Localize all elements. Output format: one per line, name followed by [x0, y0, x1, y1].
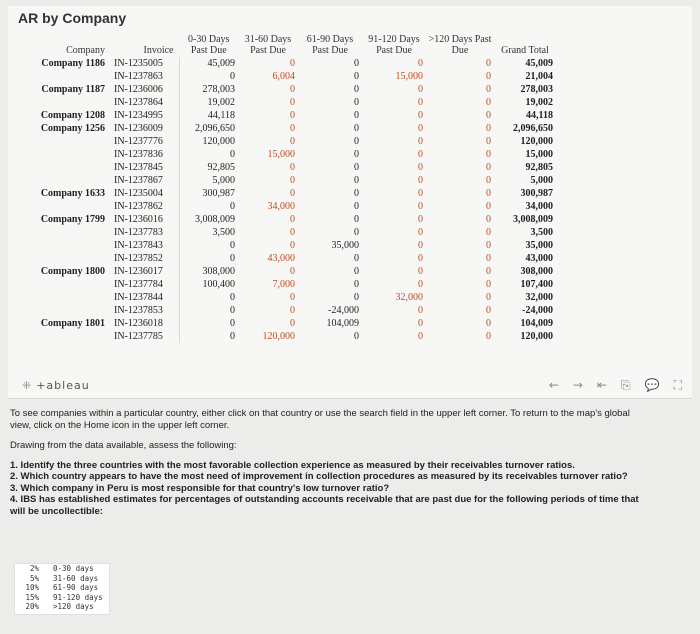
table-row[interactable] [16, 57, 556, 70]
table-row[interactable] [16, 174, 556, 187]
header-company: Company [66, 45, 105, 56]
amount-31-60-cell: 0 [290, 84, 295, 95]
amount-31-60-cell: 0 [290, 97, 295, 108]
amount-91-120-cell: 0 [418, 240, 423, 251]
company-cell: Company 1799 [40, 214, 105, 225]
invoice-cell: IN-1237845 [114, 162, 163, 173]
amount-61-90-cell: 0 [354, 97, 359, 108]
amount-91-120-cell: 15,000 [395, 71, 423, 82]
amount-61-90-cell: 0 [354, 162, 359, 173]
amount-91-120-cell: 0 [418, 136, 423, 147]
viz-title: AR by Company [18, 10, 127, 26]
amount-0-30-cell: 19,002 [180, 96, 239, 109]
company-cell: Company 1187 [41, 84, 105, 95]
amount-61-90-cell: 0 [354, 331, 359, 342]
estimate-percent: 10% [25, 583, 39, 592]
amount-over-120-cell: 0 [486, 214, 491, 225]
table-row[interactable] [16, 122, 556, 135]
company-cell [16, 291, 111, 304]
header-91-120: 91-120 Days Past Due [368, 34, 420, 56]
amount-31-60-cell: 0 [290, 123, 295, 134]
amount-61-90-cell: 0 [354, 201, 359, 212]
estimate-row [15, 584, 109, 593]
ar-table-body [16, 57, 556, 343]
amount-over-120-cell: 0 [486, 97, 491, 108]
question-4: 4. IBS has established estimates for percentages of outstanding accounts receivable that are past due for the following periods of time that will be uncollectible: [10, 494, 639, 517]
grand-total-cell: 92,805 [525, 162, 553, 173]
amount-over-120-cell: 0 [486, 227, 491, 238]
invoice-cell: IN-1237776 [114, 136, 163, 147]
amount-91-120-cell: 0 [418, 123, 423, 134]
table-row[interactable] [16, 226, 556, 239]
table-row[interactable] [16, 213, 556, 226]
grand-total-cell: 3,500 [530, 227, 553, 238]
grand-total-cell: 120,000 [520, 136, 553, 147]
table-row[interactable] [16, 239, 556, 252]
grand-total-cell: 19,002 [525, 97, 553, 108]
company-cell [16, 200, 111, 213]
amount-over-120-cell: 0 [486, 175, 491, 186]
amount-31-60-cell: 6,004 [272, 71, 295, 82]
amount-over-120-cell: 0 [486, 279, 491, 290]
amount-over-120-cell: 0 [486, 266, 491, 277]
amount-0-30-cell: 278,003 [180, 83, 239, 96]
company-cell: Company 1208 [40, 110, 105, 121]
amount-91-120-cell: 0 [418, 162, 423, 173]
company-cell: Company 1256 [40, 123, 105, 134]
revert-icon[interactable]: ⇤ [596, 378, 608, 392]
company-cell [16, 70, 111, 83]
amount-0-30-cell: 308,000 [180, 265, 239, 278]
amount-61-90-cell: 0 [354, 292, 359, 303]
invoice-cell: IN-1237867 [114, 175, 163, 186]
estimate-percent: 20% [25, 602, 39, 611]
invoice-cell: IN-1237836 [114, 149, 163, 160]
company-cell [16, 304, 111, 317]
invoice-cell: IN-1237852 [114, 253, 163, 264]
amount-31-60-cell: 7,000 [272, 279, 295, 290]
company-cell [16, 174, 111, 187]
amount-31-60-cell: 0 [290, 188, 295, 199]
amount-31-60-cell: 0 [290, 227, 295, 238]
table-row[interactable] [16, 96, 556, 109]
amount-over-120-cell: 0 [486, 84, 491, 95]
amount-91-120-cell: 0 [418, 84, 423, 95]
amount-over-120-cell: 0 [486, 305, 491, 316]
amount-0-30-cell: 0 [180, 291, 239, 304]
amount-31-60-cell: 0 [290, 240, 295, 251]
header-0-30: 0-30 Days Past Due [188, 34, 230, 56]
table-row[interactable] [16, 187, 556, 200]
amount-61-90-cell: 0 [354, 279, 359, 290]
amount-0-30-cell: 0 [180, 304, 239, 317]
amount-61-90-cell: 0 [354, 253, 359, 264]
invoice-cell: IN-1237783 [114, 227, 163, 238]
instructions [10, 408, 650, 517]
amount-over-120-cell: 0 [486, 110, 491, 121]
undo-icon[interactable]: ← [548, 378, 559, 392]
company-cell [16, 239, 111, 252]
invoice-cell: IN-1237844 [114, 292, 163, 303]
amount-61-90-cell: 0 [354, 58, 359, 69]
company-cell [16, 135, 111, 148]
amount-91-120-cell: 0 [418, 279, 423, 290]
company-cell [16, 330, 111, 343]
amount-0-30-cell: 92,805 [180, 161, 239, 174]
uncollectible-estimates [14, 563, 110, 615]
header-grand-total: Grand Total [501, 45, 549, 56]
amount-61-90-cell: -24,000 [328, 305, 359, 316]
amount-0-30-cell: 300,987 [180, 187, 239, 200]
company-cell [16, 148, 111, 161]
grand-total-cell: 300,987 [520, 188, 553, 199]
estimate-range: 61-90 days [53, 583, 99, 592]
table-row[interactable] [16, 70, 556, 83]
amount-0-30-cell: 3,008,009 [180, 213, 239, 226]
amount-91-120-cell: 0 [418, 305, 423, 316]
amount-over-120-cell: 0 [486, 136, 491, 147]
amount-0-30-cell: 0 [180, 239, 239, 252]
table-row[interactable] [16, 304, 556, 317]
header-invoice: Invoice [143, 45, 174, 56]
estimate-row [15, 575, 109, 584]
amount-91-120-cell: 0 [418, 175, 423, 186]
amount-over-120-cell: 0 [486, 240, 491, 251]
company-cell [16, 252, 111, 265]
amount-over-120-cell: 0 [486, 123, 491, 134]
amount-31-60-cell: 15,000 [267, 149, 295, 160]
amount-31-60-cell: 0 [290, 175, 295, 186]
amount-61-90-cell: 0 [354, 84, 359, 95]
estimate-range: >120 days [53, 602, 94, 611]
amount-31-60-cell: 0 [290, 305, 295, 316]
table-row[interactable] [16, 291, 556, 304]
amount-over-120-cell: 0 [486, 71, 491, 82]
amount-0-30-cell: 0 [180, 330, 239, 343]
grand-total-cell: 35,000 [525, 240, 553, 251]
ar-viz-panel [8, 6, 692, 399]
invoice-cell: IN-1237863 [114, 71, 163, 82]
invoice-cell: IN-1236017 [114, 266, 163, 277]
amount-61-90-cell: 0 [354, 110, 359, 121]
invoice-cell: IN-1237784 [114, 279, 163, 290]
amount-31-60-cell: 0 [290, 266, 295, 277]
amount-over-120-cell: 0 [486, 331, 491, 342]
amount-91-120-cell: 32,000 [395, 292, 423, 303]
amount-61-90-cell: 0 [354, 149, 359, 160]
grand-total-cell: 120,000 [520, 331, 553, 342]
amount-31-60-cell: 34,000 [267, 201, 295, 212]
amount-61-90-cell: 0 [354, 214, 359, 225]
invoice-cell: IN-1234995 [114, 110, 163, 121]
amount-0-30-cell: 45,009 [180, 57, 239, 70]
amount-91-120-cell: 0 [418, 214, 423, 225]
company-cell: Company 1633 [40, 188, 105, 199]
grand-total-cell: 34,000 [525, 201, 553, 212]
table-row[interactable] [16, 278, 556, 291]
amount-0-30-cell: 120,000 [180, 135, 239, 148]
header-31-60: 31-60 Days Past Due [244, 34, 292, 56]
question-list [10, 460, 650, 518]
question-1: 1. Identify the three countries with the most favorable collection experience as measured by their receivables turnover ratios. [10, 459, 575, 471]
tableau-logo-icon: ⁜ [22, 379, 33, 392]
toolbar-tools [549, 378, 682, 393]
invoice-cell: IN-1235004 [114, 188, 163, 199]
estimate-row [15, 565, 109, 574]
estimate-percent: 2% [29, 564, 39, 573]
estimate-range: 91-120 days [53, 592, 103, 602]
table-row[interactable] [16, 83, 556, 96]
amount-0-30-cell: 0 [180, 148, 239, 161]
amount-91-120-cell: 0 [418, 253, 423, 264]
instructions-intro: To see companies within a particular country, either click on that country or use the search field in the upper left corner. To return to the map's global view, click on the Home icon in the upper left corner. [10, 408, 630, 431]
header-row [16, 34, 556, 57]
amount-61-90-cell: 104,009 [326, 318, 359, 329]
amount-31-60-cell: 0 [290, 292, 295, 303]
estimate-percent: 5% [29, 573, 39, 583]
amount-0-30-cell: 0 [180, 317, 239, 330]
amount-91-120-cell: 0 [418, 331, 423, 342]
amount-91-120-cell: 0 [418, 188, 423, 199]
company-cell [16, 161, 111, 174]
table-row[interactable] [16, 265, 556, 278]
amount-over-120-cell: 0 [486, 253, 491, 264]
invoice-cell: IN-1235005 [114, 58, 163, 69]
amount-31-60-cell: 43,000 [267, 253, 295, 264]
grand-total-cell: 2,096,650 [513, 123, 553, 134]
estimate-row [15, 594, 109, 603]
header-over-120: >120 Days Past Due [428, 34, 492, 56]
table-row[interactable] [16, 161, 556, 174]
amount-31-60-cell: 120,000 [262, 331, 295, 342]
amount-31-60-cell: 0 [290, 136, 295, 147]
amount-61-90-cell: 0 [354, 175, 359, 186]
invoice-cell: IN-1236009 [114, 123, 163, 134]
grand-total-cell: 5,000 [530, 175, 553, 186]
amount-0-30-cell: 100,400 [180, 278, 239, 291]
grand-total-cell: 45,009 [525, 58, 553, 69]
amount-61-90-cell: 0 [354, 71, 359, 82]
estimate-range: 0-30 days [53, 564, 94, 573]
grand-total-cell: 104,009 [520, 318, 553, 329]
invoice-cell: IN-1237864 [114, 97, 163, 108]
amount-61-90-cell: 35,000 [331, 240, 359, 251]
grand-total-cell: -24,000 [522, 305, 553, 316]
amount-91-120-cell: 0 [418, 110, 423, 121]
grand-total-cell: 3,008,009 [513, 214, 553, 225]
amount-0-30-cell: 0 [180, 200, 239, 213]
grand-total-cell: 308,000 [520, 266, 553, 277]
amount-0-30-cell: 44,118 [180, 109, 239, 122]
amount-61-90-cell: 0 [354, 227, 359, 238]
comment-icon[interactable]: 💬 [644, 378, 660, 392]
amount-31-60-cell: 0 [290, 318, 295, 329]
estimate-range: 31-60 days [53, 573, 99, 583]
amount-61-90-cell: 0 [354, 136, 359, 147]
table-row[interactable] [16, 252, 556, 265]
grand-total-cell: 43,000 [525, 253, 553, 264]
amount-0-30-cell: 0 [180, 70, 239, 83]
amount-0-30-cell: 3,500 [180, 226, 239, 239]
invoice-cell: IN-1236016 [114, 214, 163, 225]
tableau-logo: ⁜ +ableau [22, 379, 90, 392]
amount-0-30-cell: 5,000 [180, 174, 239, 187]
amount-31-60-cell: 0 [290, 110, 295, 121]
company-cell [16, 226, 111, 239]
share-icon[interactable]: ⎘ [621, 378, 631, 392]
company-cell: Company 1186 [41, 58, 105, 69]
invoice-cell: IN-1236006 [114, 84, 163, 95]
amount-91-120-cell: 0 [418, 97, 423, 108]
amount-over-120-cell: 0 [486, 318, 491, 329]
amount-over-120-cell: 0 [486, 292, 491, 303]
company-cell: Company 1801 [40, 318, 105, 329]
table-row[interactable] [16, 330, 556, 343]
amount-over-120-cell: 0 [486, 149, 491, 160]
question-3: 3. Which company in Peru is most responsible for that country's low turnover ratio? [10, 482, 390, 494]
amount-over-120-cell: 0 [486, 162, 491, 173]
table-row[interactable] [16, 135, 556, 148]
question-2: 2. Which country appears to have the most need of improvement in collection procedures as measured by its receivables turnover ratio? [10, 471, 628, 482]
tableau-toolbar [8, 375, 692, 397]
table-row[interactable] [16, 148, 556, 161]
invoice-cell: IN-1237785 [114, 331, 163, 342]
table-row[interactable] [16, 317, 556, 330]
amount-91-120-cell: 0 [418, 58, 423, 69]
redo-icon[interactable]: → [572, 378, 583, 392]
table-row[interactable] [16, 109, 556, 122]
amount-61-90-cell: 0 [354, 266, 359, 277]
header-61-90: 61-90 Days Past Due [306, 34, 354, 56]
amount-61-90-cell: 0 [354, 123, 359, 134]
grand-total-cell: 21,004 [525, 71, 553, 82]
amount-91-120-cell: 0 [418, 149, 423, 160]
grand-total-cell: 15,000 [525, 149, 553, 160]
amount-over-120-cell: 0 [486, 201, 491, 212]
amount-over-120-cell: 0 [486, 58, 491, 69]
amount-31-60-cell: 0 [290, 58, 295, 69]
invoice-cell: IN-1237862 [114, 201, 163, 212]
amount-91-120-cell: 0 [418, 201, 423, 212]
amount-91-120-cell: 0 [418, 318, 423, 329]
amount-91-120-cell: 0 [418, 266, 423, 277]
fullscreen-icon[interactable]: ⛶ [673, 378, 682, 392]
table-row[interactable] [16, 200, 556, 213]
grand-total-cell: 278,003 [520, 84, 553, 95]
instructions-assess: Drawing from the data available, assess the following: [10, 440, 237, 451]
company-cell [16, 278, 111, 291]
invoice-cell: IN-1237853 [114, 305, 163, 316]
amount-91-120-cell: 0 [418, 227, 423, 238]
company-cell: Company 1800 [40, 266, 105, 277]
invoice-cell: IN-1236018 [114, 318, 163, 329]
amount-31-60-cell: 0 [290, 162, 295, 173]
invoice-cell: IN-1237843 [114, 240, 163, 251]
amount-31-60-cell: 0 [290, 214, 295, 225]
amount-61-90-cell: 0 [354, 188, 359, 199]
grand-total-cell: 44,118 [526, 110, 553, 121]
company-cell [16, 96, 111, 109]
amount-0-30-cell: 0 [180, 252, 239, 265]
estimate-row [15, 603, 109, 612]
grand-total-cell: 107,400 [520, 279, 553, 290]
estimate-percent: 15% [25, 592, 39, 602]
amount-over-120-cell: 0 [486, 188, 491, 199]
amount-0-30-cell: 2,096,650 [180, 122, 239, 135]
ar-table[interactable] [16, 34, 556, 343]
grand-total-cell: 32,000 [525, 292, 553, 303]
